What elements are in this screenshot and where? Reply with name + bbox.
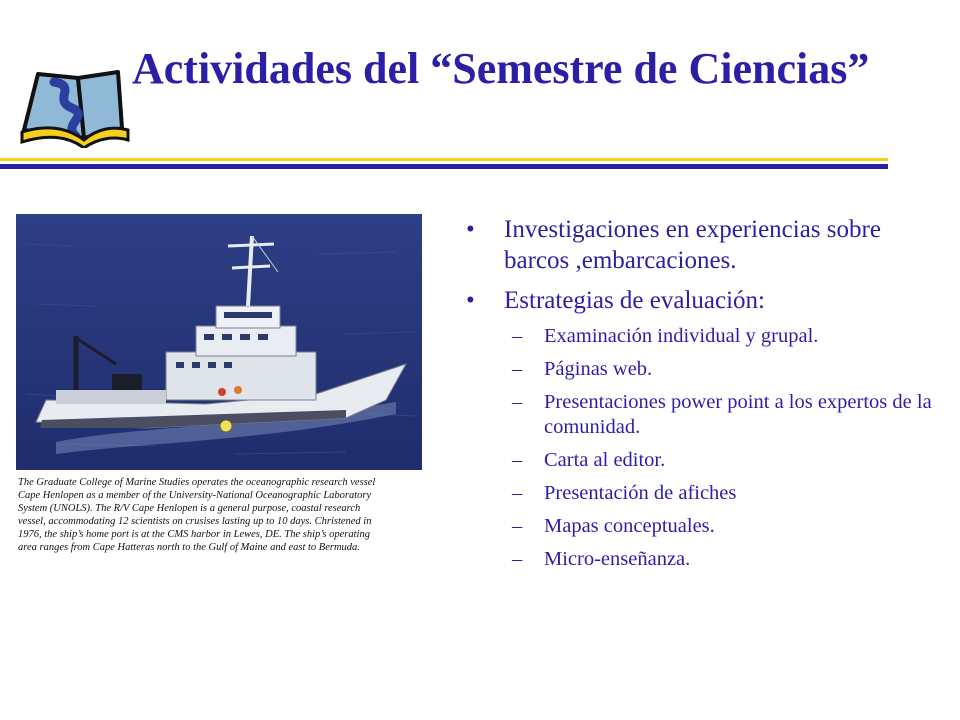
sub-bullet-item bbox=[504, 448, 936, 473]
sub-bullet-text: Examinación individual y grupal. bbox=[544, 325, 819, 347]
photo-caption: The Graduate College of Marine Studies operates the oceanographic research vessel Cape Henlopen as a member of the University-National Oceanographic Laboratory System (UNOLS). The R/V Cape Henlopen is a general purpose, coastal research vessel, accommodating 12 scientists on crusises lasting up to 10 days. Christened in 1976, the ship’s home port is at the CMS harbor in Lewes, DE. The ship’s operating area ranges from Cape Hatteras north to the Gulf of Maine and east to Bermuda. bbox=[18, 477, 376, 553]
sub-bullet-item bbox=[504, 357, 936, 382]
bullet-marker: • bbox=[466, 287, 475, 314]
title-rule-blue bbox=[0, 164, 888, 169]
bullet-item-investigaciones bbox=[466, 214, 936, 276]
bullet-marker: • bbox=[466, 216, 475, 243]
sub-bullet-item bbox=[504, 547, 936, 572]
dash-marker: – bbox=[512, 515, 523, 537]
sub-bullet-text: Mapas conceptuales. bbox=[544, 515, 715, 537]
dash-marker: – bbox=[512, 391, 523, 413]
bullet-text: Investigaciones en experiencias sobre barcos ,embarcaciones. bbox=[504, 216, 881, 274]
sub-bullet-text: Carta al editor. bbox=[544, 449, 666, 471]
photo-card bbox=[16, 214, 422, 570]
open-book-river-icon bbox=[18, 66, 130, 148]
slide-title: Actividades del “Semestre de Ciencias” bbox=[132, 44, 870, 93]
sub-bullet-text: Páginas web. bbox=[544, 358, 653, 380]
title-rule-gold bbox=[0, 158, 888, 161]
dash-marker: – bbox=[512, 325, 523, 347]
dash-marker: – bbox=[512, 548, 523, 570]
dash-marker: – bbox=[512, 358, 523, 380]
sub-bullet-text: Micro-enseñanza. bbox=[544, 548, 691, 570]
sub-bullet-text: Presentación de afiches bbox=[544, 482, 737, 504]
research-ship-photo bbox=[16, 214, 422, 470]
bullet-list bbox=[466, 214, 936, 581]
bullet-text: Estrategias de evaluación: bbox=[504, 287, 765, 314]
sub-bullet-item bbox=[504, 514, 936, 539]
dash-marker: – bbox=[512, 449, 523, 471]
sub-bullet-item bbox=[504, 324, 936, 349]
sub-bullet-text: Presentaciones power point a los expertos de la comunidad. bbox=[544, 391, 932, 438]
sub-bullet-list bbox=[504, 324, 936, 572]
dash-marker: – bbox=[512, 482, 523, 504]
sub-bullet-item bbox=[504, 481, 936, 506]
bullet-item-estrategias bbox=[466, 285, 936, 572]
sub-bullet-item bbox=[504, 390, 936, 440]
